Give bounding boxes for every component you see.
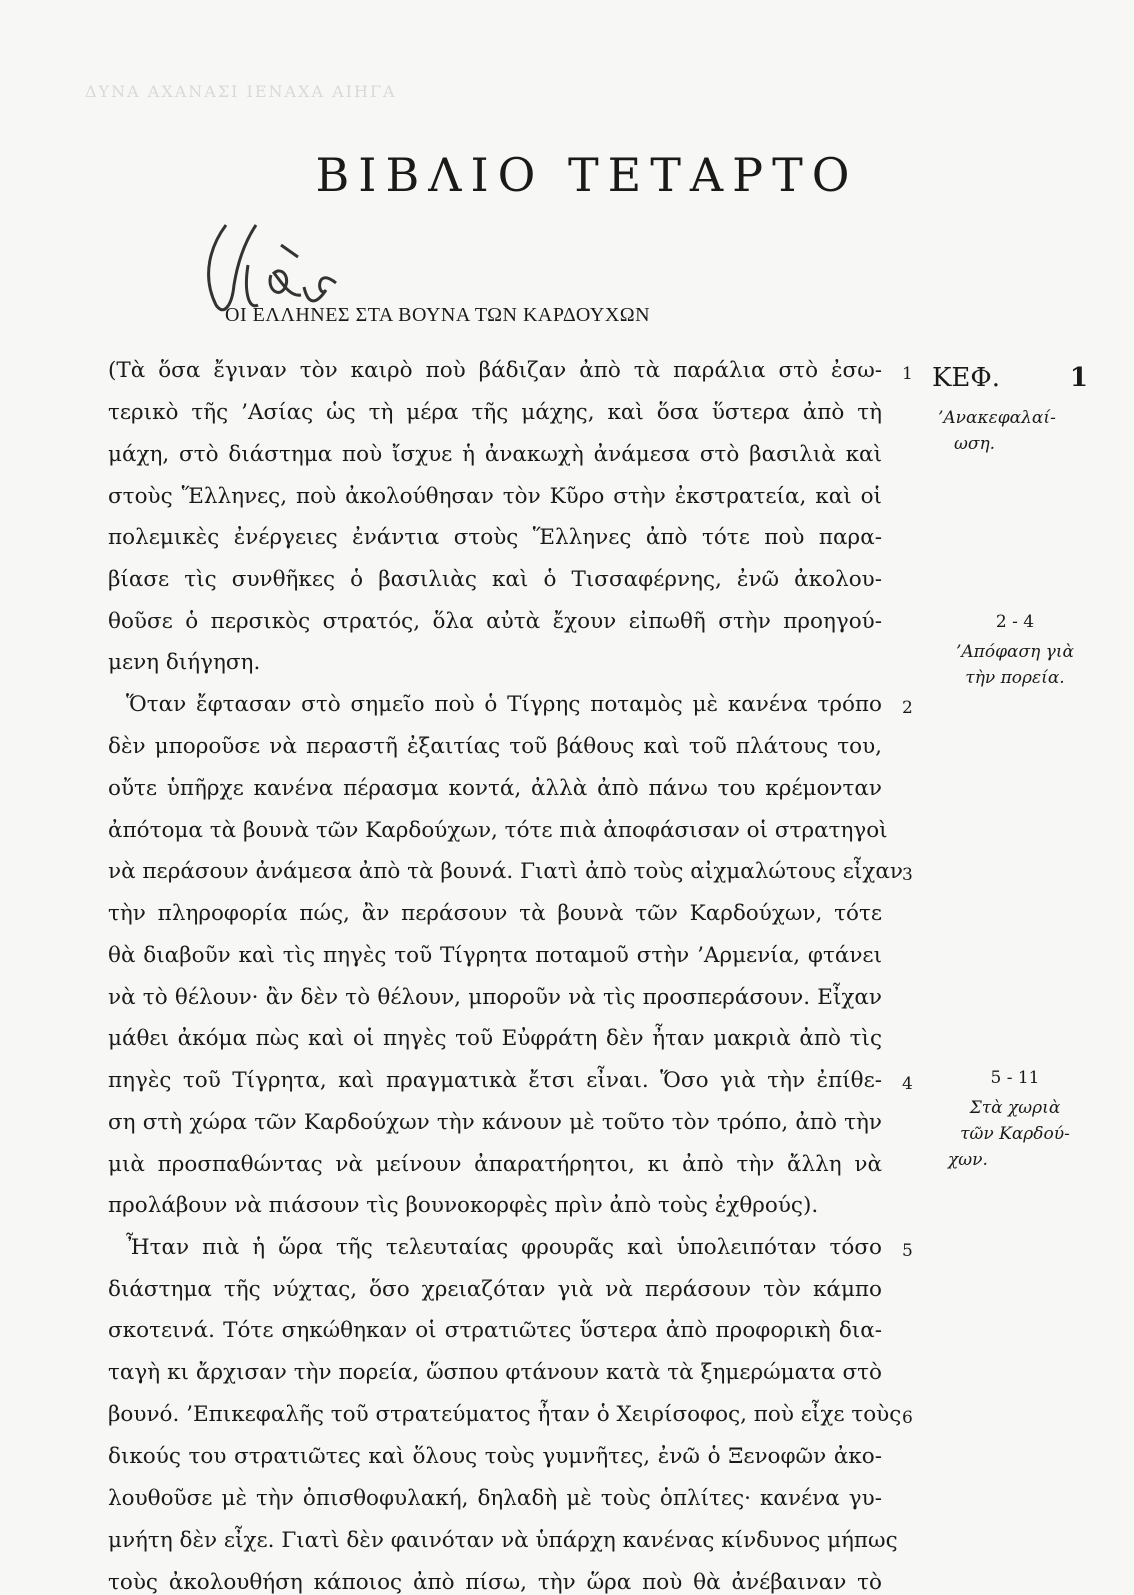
text-line: Ὅταν ἔφτασαν στὸ σημεῖο ποὺ ὁ Τίγρης ποταμὸς μὲ κανένα τρόπο bbox=[126, 692, 882, 717]
text-line: οὔτε ὑπῆρχε κανένα πέρασμα κοντά, ἀλλὰ ἀπὸ πάνω του κρέμονταν bbox=[108, 776, 882, 801]
margin-range: 5 - 11 bbox=[990, 1068, 1040, 1088]
text-line: μιὰ προσπαθώντας νὰ μείνουν ἀπαρατήρητοι, κι ἀπὸ τὴν ἄλλη νὰ bbox=[108, 1152, 882, 1177]
text-line: ἀπότομα τὰ βουνὰ τῶν Καρδούχων, τότε πιὰ ἀποφάσισαν οἱ στρατηγοὶ bbox=[108, 818, 888, 843]
margin-chapter-label bbox=[932, 363, 1088, 393]
text-line: (Τὰ ὅσα ἔγιναν τὸν καιρὸ ποὺ βάδιζαν ἀπὸ τὰ παράλια στὸ ἐσω- bbox=[108, 358, 882, 383]
text-line: προλάβουν νὰ πιάσουν τὶς βουνοκορφὲς πρὶν ἀπὸ τοὺς ἐχθρούς). bbox=[108, 1193, 819, 1218]
section-number: 2 bbox=[902, 698, 913, 718]
text-line: πολεμικὲς ἐνέργειες ἐνάντια στοὺς Ἕλληνες ἀπὸ τότε ποὺ παρα- bbox=[108, 525, 882, 550]
text-line: δὲν μποροῦσε νὰ περαστῆ ἐξαιτίας τοῦ βάθους καὶ τοῦ πλάτους του, bbox=[108, 734, 882, 759]
text-line: διάστημα τῆς νύχτας, ὅσο χρειαζόταν γιὰ νὰ περάσουν τὸν κάμπο bbox=[108, 1277, 882, 1302]
margin-note-line: Στὰ χωριὰ bbox=[969, 1098, 1061, 1118]
bleed-through-header: ΔΥΝΑ ΑΧΑΝΑΣΙ ΙΕΝΑΧΑ ΑΙΗΓΑ bbox=[85, 82, 397, 101]
margin-note-line: ωση. bbox=[954, 434, 996, 454]
section-number: 5 bbox=[902, 1241, 913, 1261]
text-line: θὰ διαβοῦν καὶ τὶς πηγὲς τοῦ Τίγρητα ποταμοῦ στὴν ’Αρμενία, φτάνει bbox=[108, 943, 882, 968]
text-line: μάθει ἀκόμα πὼς καὶ οἱ πηγὲς τοῦ Εὐφράτη δὲν ἦταν μακριὰ ἀπὸ τὶς bbox=[108, 1026, 882, 1051]
text-line: μνήτη δὲν εἶχε. Γιατὶ δὲν φαινόταν νὰ ὑπάρχη κανένας κίνδυνος μήπως bbox=[108, 1528, 898, 1553]
text-line: μενη διήγηση. bbox=[108, 650, 261, 675]
text-line: βουνό. ’Επικεφαλῆς τοῦ στρατεύματος ἦταν ὁ Χειρίσοφος, ποὺ εἶχε τοὺς bbox=[108, 1402, 902, 1427]
text-line: μάχη, στὸ διάστημα ποὺ ἴσχυε ἡ ἀνακωχὴ ἀνάμεσα στὸ βασιλιὰ καὶ bbox=[108, 442, 882, 467]
chapter-heading: ΟΙ ΕΛΛΗΝΕΣ ΣΤΑ ΒΟΥΝΑ ΤΩΝ ΚΑΡΔΟΥΧΩΝ bbox=[225, 304, 651, 326]
margin-note-line: τῶν Καρδού- bbox=[960, 1124, 1070, 1144]
text-line: τὴν πληροφορία πώς, ἂν περάσουν τὰ βουνὰ τῶν Καρδούχων, τότε bbox=[108, 901, 882, 926]
text-line: πηγὲς τοῦ Τίγρητα, καὶ πραγματικὰ ἔτσι εἶναι. Ὅσο γιὰ τὴν ἐπίθε- bbox=[108, 1068, 882, 1093]
section-number: 3 bbox=[902, 865, 913, 885]
text-line: βίασε τὶς συνθῆκες ὁ βασιλιὰς καὶ ὁ Τισσαφέρνης, ἐνῶ ἀκολου- bbox=[108, 567, 882, 592]
text-line: νὰ τὸ θέλουν· ἂν δὲν τὸ θέλουν, μποροῦν νὰ τὶς προσπεράσουν. Εἶχαν bbox=[108, 985, 882, 1010]
chapter-label: ΚΕΦ. bbox=[932, 363, 1000, 393]
text-line: σκοτεινά. Τότε σηκώθηκαν οἱ στρατιῶτες ὕστερα ἀπὸ προφορικὴ δια- bbox=[108, 1318, 882, 1343]
section-number: 4 bbox=[902, 1074, 913, 1094]
text-line: στοὺς Ἕλληνες, ποὺ ἀκολούθησαν τὸν Κῦρο στὴν ἐκστρατεία, καὶ οἱ bbox=[108, 484, 882, 509]
text-line: λουθοῦσε μὲ τὴν ὀπισθοφυλακή, δηλαδὴ μὲ τοὺς ὁπλίτες· κανένα γυ- bbox=[108, 1486, 882, 1511]
margin-note-line: ’Απόφαση γιὰ bbox=[956, 642, 1074, 662]
text-line: ταγὴ κι ἄρχισαν τὴν πορεία, ὥσπου φτάνουν κατὰ τὰ ξημερώματα στὸ bbox=[108, 1360, 882, 1385]
text-line: τερικὸ τῆς ’Ασίας ὡς τὴ μέρα τῆς μάχης, καὶ ὅσα ὕστερα ἀπὸ τὴ bbox=[108, 400, 882, 425]
margin-range: 2 - 4 bbox=[995, 612, 1035, 632]
book-title: ΒΙΒΛΙΟ ΤΕΤΑΡΤΟ bbox=[315, 148, 859, 202]
chapter-number: 1 bbox=[1069, 363, 1088, 393]
text-line: δικούς του στρατιῶτες καὶ ὅλους τοὺς γυμνῆτες, ἐνῶ ὁ Ξενοφῶν ἀκο- bbox=[108, 1444, 882, 1469]
text-line: νὰ περάσουν ἀνάμεσα ἀπὸ τὰ βουνά. Γιατὶ ἀπὸ τοὺς αἰχμαλώτους εἶχαν bbox=[108, 859, 903, 884]
margin-note-line: χων. bbox=[948, 1150, 988, 1170]
text-line: Ἦταν πιὰ ἡ ὥρα τῆς τελευταίας φρουρᾶς καὶ ὑπολειπόταν τόσο bbox=[126, 1235, 882, 1260]
margin-note-line: τὴν πορεία. bbox=[965, 668, 1065, 688]
section-number: 1 bbox=[902, 364, 913, 384]
section-number: 6 bbox=[902, 1408, 913, 1428]
text-line: τοὺς ἀκολουθήση κάποιος ἀπὸ πίσω, τὴν ὥρα ποὺ θὰ ἀνέβαιναν τὸ bbox=[108, 1570, 882, 1595]
text-line: θοῦσε ὁ περσικὸς στρατός, ὅλα αὐτὰ ἔχουν εἰπωθῆ στὴν προηγού- bbox=[108, 609, 882, 634]
margin-note-line: ’Ανακεφαλαί- bbox=[938, 408, 1056, 428]
text-line: ση στὴ χώρα τῶν Καρδούχων τὴν κάνουν μὲ τοῦτο τὸν τρόπο, ἀπὸ τὴν bbox=[108, 1110, 882, 1135]
